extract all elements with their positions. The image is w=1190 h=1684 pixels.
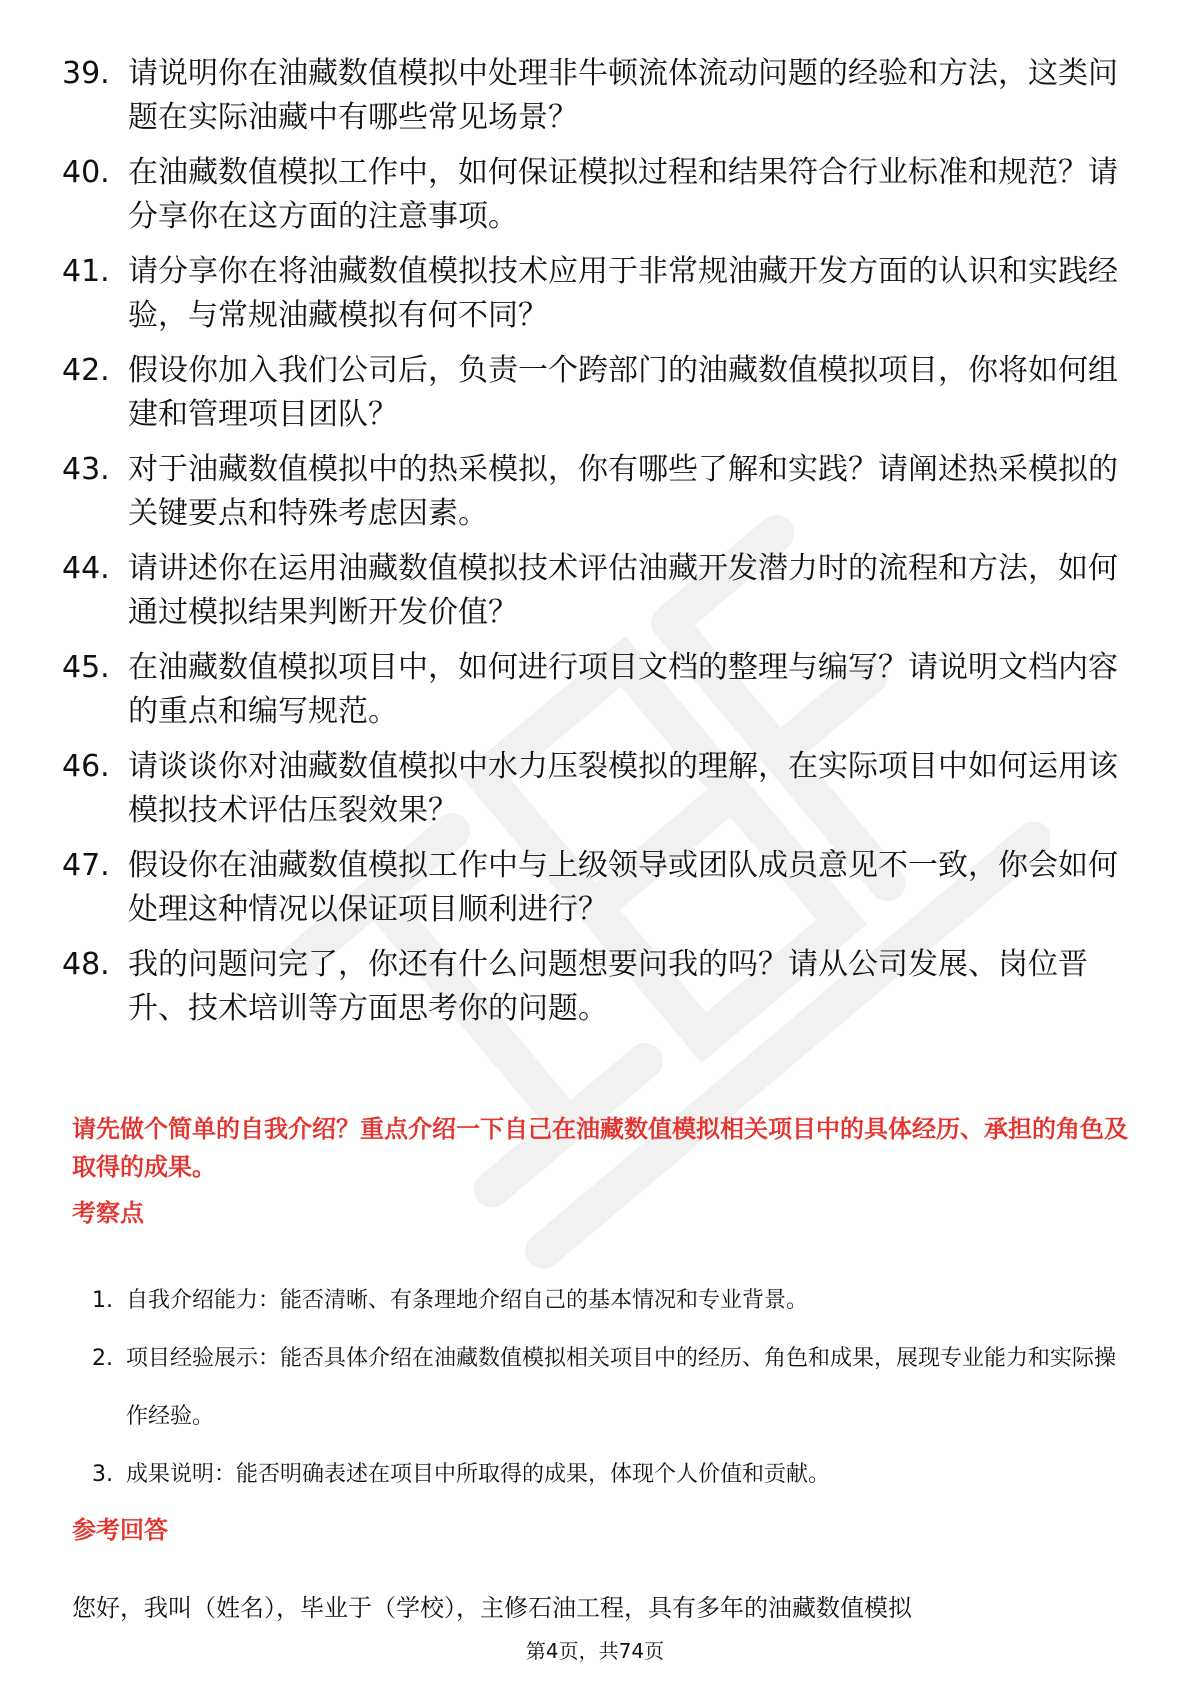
question-item (62, 349, 1142, 437)
focus-item-number: 1. (92, 1288, 113, 1313)
focus-item-number: 2. (92, 1346, 113, 1371)
question-item (62, 646, 1142, 734)
question-text: 假设你在油藏数值模拟工作中与上级领导或团队成员意见不一致，你会如何处理这种情况以保证项目顺利进行？ (128, 848, 1118, 927)
question-text: 请说明你在油藏数值模拟中处理非牛顿流体流动问题的经验和方法，这类问题在实际油藏中有哪些常见场景？ (128, 56, 1118, 135)
focus-item-text: 成果说明：能否明确表述在项目中所取得的成果，体现个人价值和贡献。 (126, 1462, 831, 1487)
focus-list (92, 1272, 1132, 1504)
question-text: 请分享你在将油藏数值模拟技术应用于非常规油藏开发方面的认识和实践经验，与常规油藏模拟有何不同？ (128, 254, 1118, 333)
question-item (62, 151, 1142, 239)
question-number: 43. (62, 452, 110, 487)
question-item (62, 448, 1142, 536)
intro-question: 请先做个简单的自我介绍？重点介绍一下自己在油藏数值模拟相关项目中的具体经历、承担的角色及取得的成果。 (72, 1115, 1128, 1181)
question-text: 在油藏数值模拟工作中，如何保证模拟过程和结果符合行业标准和规范？请分享你在这方面的注意事项。 (128, 155, 1118, 234)
reference-section-title: 参考回答 (72, 1516, 168, 1544)
focus-item-text: 自我介绍能力：能否清晰、有条理地介绍自己的基本情况和专业背景。 (126, 1288, 809, 1313)
question-text: 假设你加入我们公司后，负责一个跨部门的油藏数值模拟项目，你将如何组建和管理项目团队？ (128, 353, 1118, 432)
question-number: 39. (62, 56, 110, 91)
question-number: 41. (62, 254, 110, 289)
question-item (62, 943, 1142, 1031)
focus-item-number: 3. (92, 1462, 113, 1487)
focus-item-text: 项目经验展示：能否具体介绍在油藏数值模拟相关项目中的经历、角色和成果，展现专业能力和实际操作经验。 (126, 1346, 1117, 1429)
question-text: 请讲述你在运用油藏数值模拟技术评估油藏开发潜力时的流程和方法，如何通过模拟结果判断开发价值？ (128, 551, 1118, 630)
page-footer: 第4页，共74页 (525, 1639, 665, 1663)
question-number: 45. (62, 650, 110, 685)
question-text: 在油藏数值模拟项目中，如何进行项目文档的整理与编写？请说明文档内容的重点和编写规范。 (128, 650, 1118, 729)
question-item (62, 745, 1142, 833)
question-text: 我的问题问完了，你还有什么问题想要问我的吗？请从公司发展、岗位晋升、技术培训等方面思考你的问题。 (128, 947, 1088, 1026)
question-number: 48. (62, 947, 110, 982)
question-number: 46. (62, 749, 110, 784)
focus-section-title: 考察点 (72, 1199, 144, 1227)
question-list (62, 52, 1142, 1042)
question-item (62, 250, 1142, 338)
question-number: 47. (62, 848, 110, 883)
question-number: 42. (62, 353, 110, 388)
question-text: 请谈谈你对油藏数值模拟中水力压裂模拟的理解，在实际项目中如何运用该模拟技术评估压裂效果？ (128, 749, 1118, 828)
focus-item (92, 1272, 1132, 1330)
question-number: 44. (62, 551, 110, 586)
focus-item (92, 1446, 1132, 1504)
question-text: 对于油藏数值模拟中的热采模拟，你有哪些了解和实践？请阐述热采模拟的关键要点和特殊考虑因素。 (128, 452, 1118, 531)
focus-item (92, 1330, 1132, 1446)
reference-answer-text: 您好，我叫（姓名），毕业于（学校），主修石油工程，具有多年的油藏数值模拟 (72, 1594, 912, 1622)
question-item (62, 547, 1142, 635)
question-number: 40. (62, 155, 110, 190)
question-item (62, 52, 1142, 140)
question-item (62, 844, 1142, 932)
